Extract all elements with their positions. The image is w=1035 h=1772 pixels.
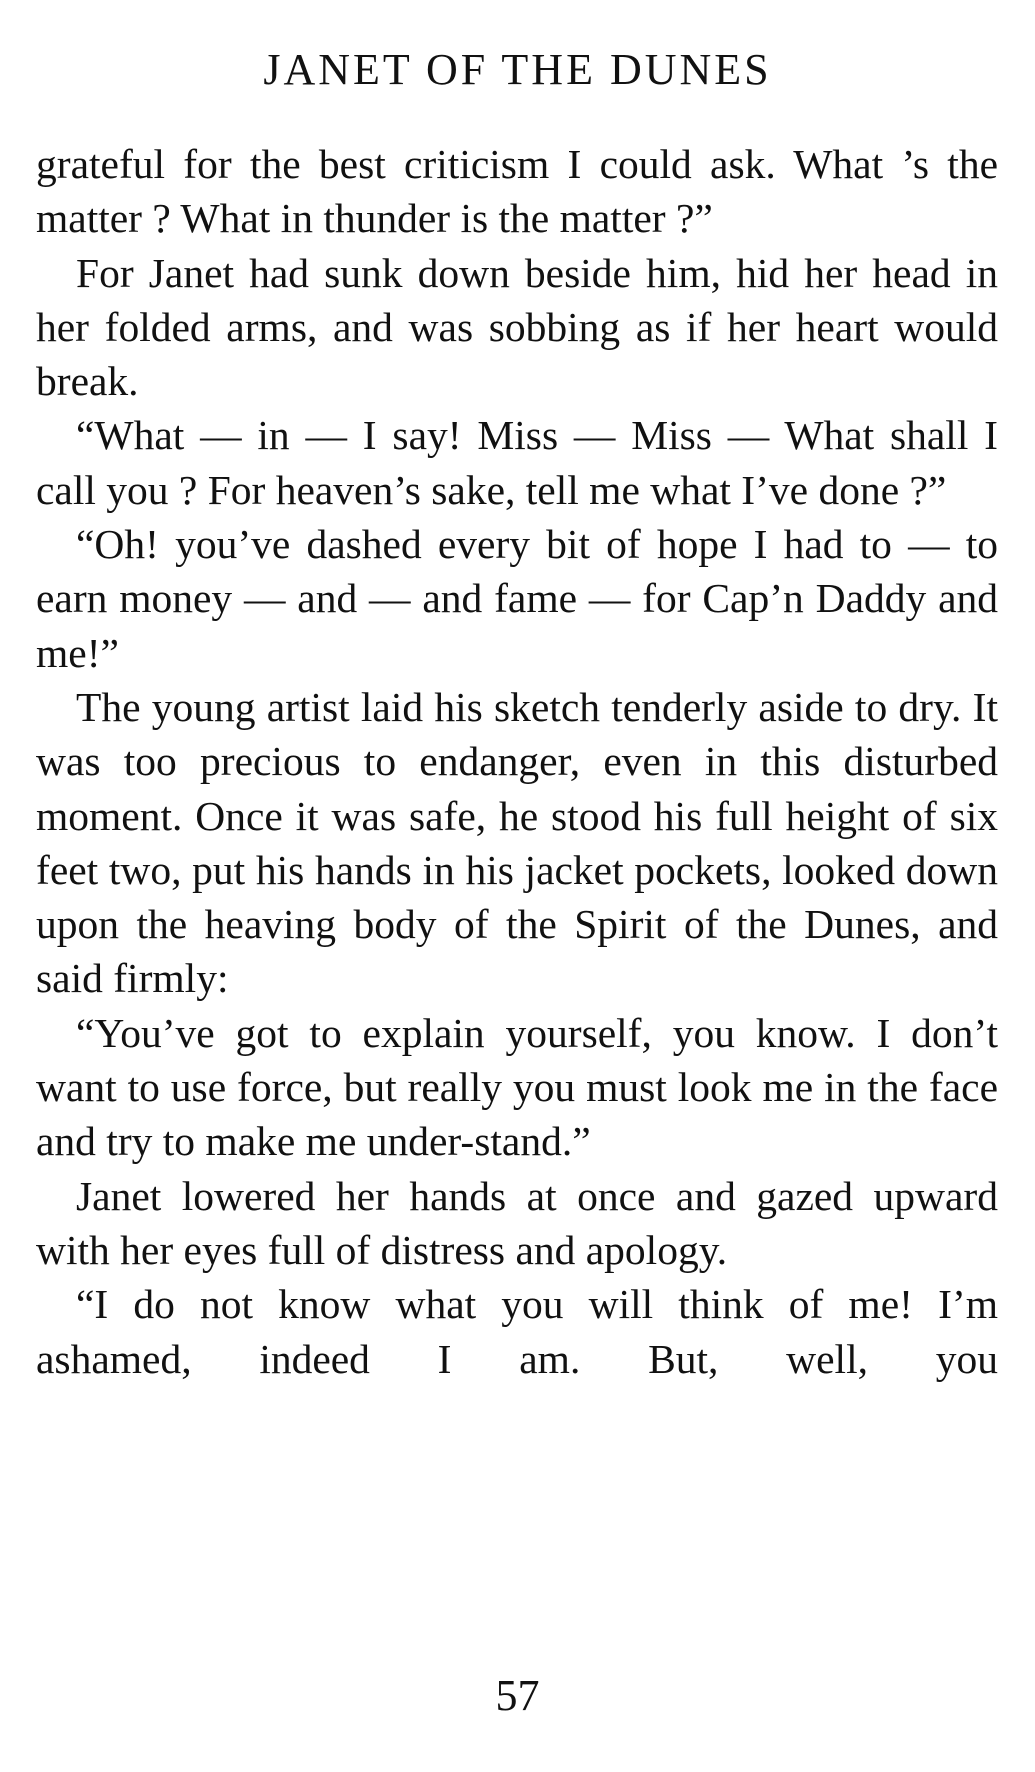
paragraph-5: The young artist laid his sketch tenderly aside to dry. It was too precious to endanger, even in this disturbed moment. Once it was safe, he stood his full height of six feet two, put his hands in his jacket pockets, looked down upon the heaving body of the Spirit of the Dunes, and said firmly: xyxy=(36,683,998,1002)
running-title: JANET OF THE DUNES xyxy=(263,45,772,94)
paragraph-1: grateful for the best criticism I could ask. What ’s the matter ? What in thunder is the matter ?” xyxy=(36,141,998,242)
paragraph-6: “You’ve got to explain yourself, you know. I don’t want to use force, but really you must look me in the face and try to make me under-stand.” xyxy=(36,1009,998,1165)
paragraph-4: “Oh! you’ve dashed every bit of hope I had to — to earn money — and — and fame — for Cap’n Daddy and me!” xyxy=(36,521,998,676)
paragraph-8: “I do not know what you will think of me! I’m ashamed, indeed I am. But, well, you xyxy=(36,1281,998,1382)
paragraph-7: Janet lowered her hands at once and gazed upward with her eyes full of distress and apology. xyxy=(36,1172,998,1273)
paragraph-2: For Janet had sunk down beside him, hid her head in her folded arms, and was sobbing as if her heart would break. xyxy=(36,249,998,405)
body-text xyxy=(36,137,998,1386)
paragraph-3: “What — in — I say! Miss — Miss — What shall I call you ? For heaven’s sake, tell me what I’ve done ?” xyxy=(36,412,998,513)
page-number: 57 xyxy=(495,1671,540,1720)
